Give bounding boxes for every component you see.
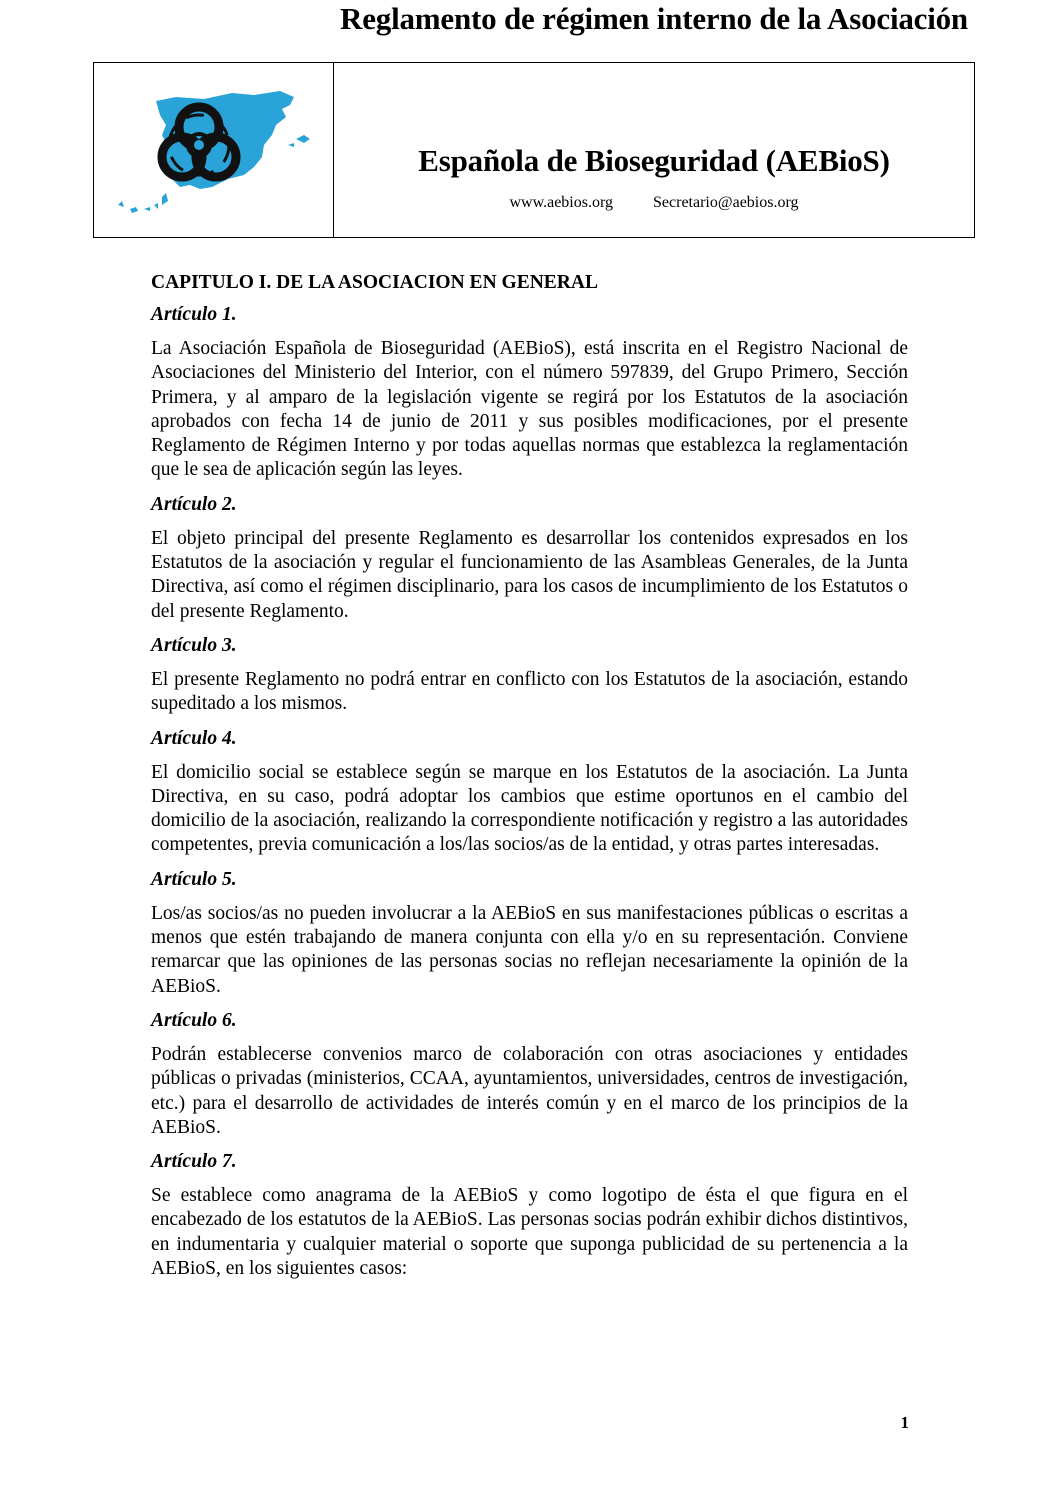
contact-info bbox=[334, 194, 974, 212]
article-6-title: Artículo 6. bbox=[151, 1009, 237, 1031]
email-link[interactable]: Secretario@aebios.org bbox=[653, 194, 799, 211]
article-1-title: Artículo 1. bbox=[151, 304, 237, 325]
article-1-body: La Asociación Española de Bioseguridad (AEBioS), está inscrita en el Registro Nacional de Asociaciones del Ministerio del Interior, con el número 597839, del Grupo Primero, Sección Primera, y al amparo de la legislación vigente se regirá por los Estatutos de la asociación aprobados con fecha 14 de junio de 2011 y sus posibles modificaciones, por el presente Reglamento de Régimen Interno y por todas aquellas normas que establezca la reglamentación que le sea de aplicación según las leyes. bbox=[151, 338, 908, 481]
document-title-line2: Española de Bioseguridad (AEBioS) bbox=[418, 143, 890, 178]
article-4-body: El domicilio social se establece según se marque en los Estatutos de la asociación. La Junta Directiva, en su caso, podrá adoptar los cambios que estime oportunos en el cambio del domicilio de la asociación, realizando la correspondiente notificación y registro a las autoridades competentes, previa comunicación a los/las socios/as de la entidad, y otras partes interesadas. bbox=[151, 761, 908, 856]
article-5-body: Los/as socios/as no pueden involucrar a la AEBioS en sus manifestaciones públicas o escritas a menos que estén trabajando de manera conjunta con ella y/o en su representación. Conviene remarcar que las opiniones de las personas socias no reflejan necesariamente la opinión de la AEBioS. bbox=[151, 902, 908, 997]
article-7-title: Artículo 7. bbox=[151, 1151, 237, 1173]
page-number: 1 bbox=[900, 1413, 909, 1432]
article-6-body: Podrán establecerse convenios marco de colaboración con otras asociaciones y entidades públicas o privadas (ministerios, CCAA, ayuntamientos, universidades, centros de investigación, etc.) para el desarrollo de actividades de interés común y en el marco de los principios de la AEBioS. bbox=[151, 1043, 908, 1138]
article-3-title: Artículo 3. bbox=[151, 634, 237, 656]
article-5-title: Artículo 5. bbox=[151, 868, 237, 890]
title-cell bbox=[334, 1, 974, 237]
document-title-line1: Reglamento de régimen interno de la Asociación bbox=[340, 1, 968, 36]
article-3-body: El presente Reglamento no podrá entrar en conflicto con los Estatutos de la asociación, estando supeditado a los mismos. bbox=[151, 668, 908, 715]
article-7-body: Se establece como anagrama de la AEBioS y como logotipo de ésta el que figura en el encabezado de los estatutos de la AEBioS. Las personas socias podrán exhibir dichos distintivos, en indumentaria y cualquier material o soporte que suponga publicidad de su pertenencia a la AEBioS, en los siguientes casos: bbox=[151, 1185, 908, 1280]
chapter-heading: CAPITULO I. DE LA ASOCIACION EN GENERAL bbox=[151, 272, 598, 293]
document-header bbox=[93, 1, 975, 238]
article-4-title: Artículo 4. bbox=[151, 727, 237, 749]
article-2-title: Artículo 2. bbox=[151, 493, 237, 515]
website-link[interactable]: www.aebios.org bbox=[509, 194, 614, 211]
biohazard-spain-map-icon bbox=[104, 83, 324, 223]
article-2-body: El objeto principal del presente Reglamento es desarrollar los contenidos expresados en los Estatutos de la asociación y regular el funcionamiento de las Asambleas Generales, de la Junta Directiva, así como el régimen disciplinario, para los casos de incumplimiento de los Estatutos o del presente Reglamento. bbox=[151, 527, 908, 622]
document-content bbox=[151, 270, 908, 1290]
logo-cell bbox=[94, 63, 334, 237]
